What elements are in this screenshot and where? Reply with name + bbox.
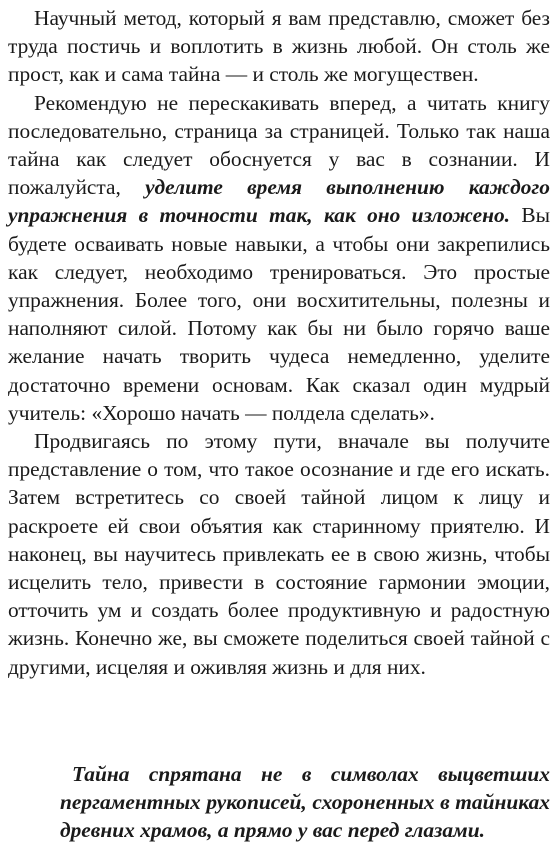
paragraph-2-text-start: Рекомендую не перескакивать вперед, а читать книгу последовательно, страница за страницей. Только так наша тайна как следует обоснуется у вас в сознании. И пожалуйста, xyxy=(8,90,550,200)
paragraph-1-text: Научный метод, который я вам представлю, сможет без труда постичь и воплотить в жизнь любой. Он столь же прост, как и сама тайна — и столь же могуществен. xyxy=(8,6,550,87)
paragraph-2-text-end: Вы будете осваивать новые навыки, а чтобы они закрепились как следует, необходимо тренироваться. Это простые упражнения. Более того, они восхитительны, полезны и наполняют силой. Потому как бы ни было горячо ваше желание начать творить чудеса немедленно, уделите достаточно времени основам. Как сказал один мудрый учитель: «Хорошо начать — полдела сделать». xyxy=(8,203,550,425)
paragraph-3-text: Продвигаясь по этому пути, вначале вы получите представление о том, что такое осознание и где его искать. Затем встретитесь со своей тайной лицом к лицу и раскроете ей свои объятия как старинному приятелю. И наконец, вы научитесь привлекать ее в свою жизнь, чтобы исцелить тело, привести в состояние гармонии эмоции, отточить ум и создать более продуктивную и радостную жизнь. Конечно же, вы сможете поделиться своей тайной с другими, исцеляя и оживляя жизнь и для них. xyxy=(8,429,550,679)
paragraph-2 xyxy=(8,89,550,427)
book-page-body xyxy=(8,4,550,681)
paragraph-3 xyxy=(8,427,550,681)
epigraph-quote: Тайна спрятана не в символах выцветших пергаментных рукописей, схороненных в тайниках древних храмов, а прямо у вас перед глазами. xyxy=(60,762,550,843)
paragraph-2-emphasis: уделите время выполнению каждого упражнения в точности так, как оно изложено. xyxy=(8,175,550,228)
paragraph-1 xyxy=(8,4,550,89)
